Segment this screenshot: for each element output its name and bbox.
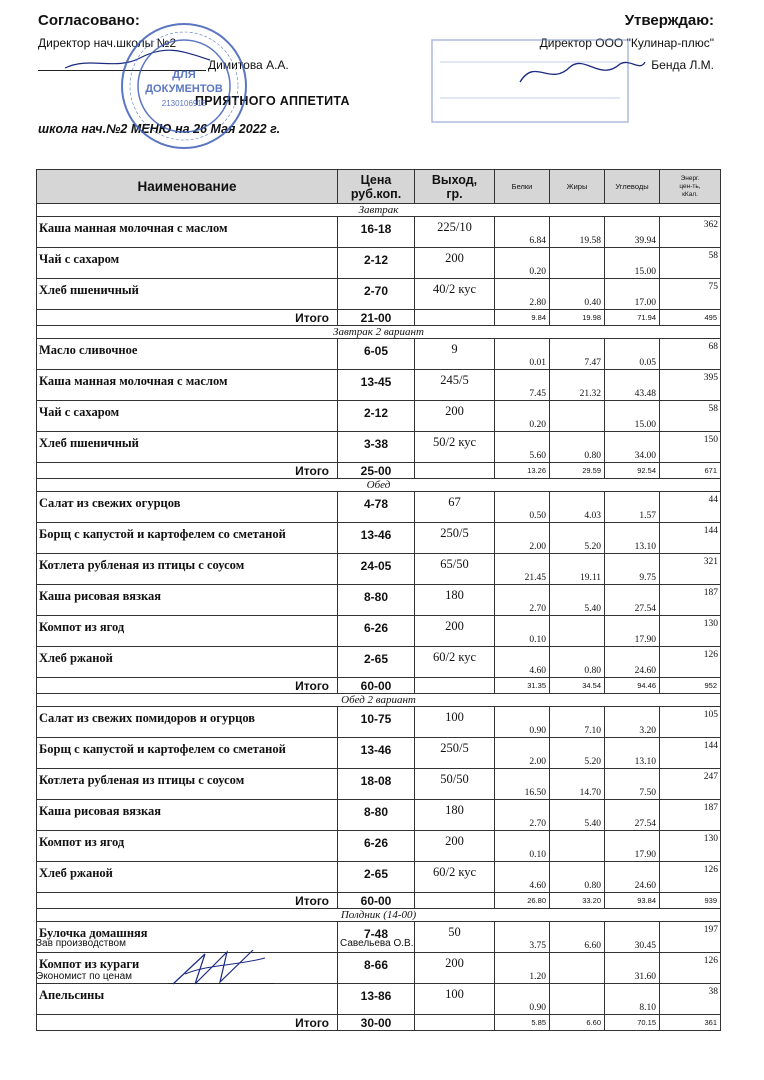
table-row: [37, 616, 721, 647]
dish-price: 8-80: [338, 800, 415, 831]
dish-price: 8-80: [338, 585, 415, 616]
dish-carbs: 27.54: [605, 585, 660, 616]
dish-name: Каша манная молочная с маслом: [37, 370, 338, 401]
dish-name: Хлеб ржаной: [37, 862, 338, 893]
total-row: [37, 678, 721, 694]
dish-carbs: 39.94: [605, 217, 660, 248]
total-label: Итого: [37, 893, 338, 909]
dish-fat: [550, 401, 605, 432]
dish-price: 16-18: [338, 217, 415, 248]
dish-carbs: 13.10: [605, 523, 660, 554]
production-head-label: Зав производством: [36, 938, 126, 949]
table-row: [37, 370, 721, 401]
dish-protein: 5.60: [495, 432, 550, 463]
total-fat: 29.59: [550, 463, 605, 479]
dish-price: 13-45: [338, 370, 415, 401]
total-protein: 31.35: [495, 678, 550, 694]
dish-protein: 2.70: [495, 800, 550, 831]
total-fat: 6.60: [550, 1015, 605, 1031]
total-label: Итого: [37, 1015, 338, 1031]
dish-carbs: 43.48: [605, 370, 660, 401]
dish-protein: 0.90: [495, 984, 550, 1015]
dish-carbs: 15.00: [605, 248, 660, 279]
dish-protein: 0.20: [495, 248, 550, 279]
total-price: 60-00: [338, 678, 415, 694]
dish-fat: 19.11: [550, 554, 605, 585]
total-energy: 361: [660, 1015, 721, 1031]
economist-signature: [165, 944, 275, 990]
dish-carbs: 30.45: [605, 922, 660, 953]
dish-name: Каша рисовая вязкая: [37, 800, 338, 831]
dish-protein: 0.50: [495, 492, 550, 523]
dish-energy: 58: [660, 401, 721, 432]
table-row: [37, 738, 721, 769]
table-row: [37, 554, 721, 585]
dish-fat: 14.70: [550, 769, 605, 800]
table-header-row: [37, 170, 721, 204]
dish-protein: 3.75: [495, 922, 550, 953]
dish-name: Компот из ягод: [37, 831, 338, 862]
dish-carbs: 34.00: [605, 432, 660, 463]
dish-price: 2-65: [338, 647, 415, 678]
dish-carbs: 13.10: [605, 738, 660, 769]
column-header-output-line1: Выход,: [431, 172, 478, 187]
column-header-energy-line2: цен-ть,: [679, 182, 701, 190]
dish-carbs: 27.54: [605, 800, 660, 831]
dish-carbs: 9.75: [605, 554, 660, 585]
dish-name: Булочка домашняя: [37, 922, 338, 953]
total-energy: 671: [660, 463, 721, 479]
table-row: [37, 647, 721, 678]
menu-title: школа нач.№2 МЕНЮ на 26 Мая 2022 г.: [38, 122, 281, 136]
dish-price: 13-46: [338, 738, 415, 769]
dish-price: 2-65: [338, 862, 415, 893]
dish-protein: 7.45: [495, 370, 550, 401]
dish-name: Котлета рубленая из птицы с соусом: [37, 769, 338, 800]
section-title: Завтрак: [37, 204, 721, 217]
dish-carbs: 3.20: [605, 707, 660, 738]
dish-energy: 38: [660, 984, 721, 1015]
dish-fat: 19.58: [550, 217, 605, 248]
dish-protein: 16.50: [495, 769, 550, 800]
dish-energy: 58: [660, 248, 721, 279]
table-row: [37, 585, 721, 616]
table-row: [37, 769, 721, 800]
table-row: [37, 953, 721, 984]
dish-name: Чай с сахаром: [37, 401, 338, 432]
dish-energy: 395: [660, 370, 721, 401]
section-header-row: [37, 479, 721, 492]
dish-price: 6-26: [338, 831, 415, 862]
dish-fat: 5.20: [550, 523, 605, 554]
total-output-empty: [415, 1015, 495, 1031]
section-header-row: [37, 204, 721, 217]
section-header-row: [37, 694, 721, 707]
table-row: [37, 984, 721, 1015]
dish-output: 225/10: [415, 217, 495, 248]
total-protein: 9.84: [495, 310, 550, 326]
dish-name: Компот из ягод: [37, 616, 338, 647]
organization-name: ПРИЯТНОГО АППЕТИТА: [195, 94, 350, 108]
total-row: [37, 893, 721, 909]
dish-name: Каша манная молочная с маслом: [37, 217, 338, 248]
column-header-energy: [660, 170, 721, 204]
table-row: [37, 248, 721, 279]
dish-output: 65/50: [415, 554, 495, 585]
total-carbs: 71.94: [605, 310, 660, 326]
dish-name: Салат из свежих помидоров и огурцов: [37, 707, 338, 738]
column-header-protein: Белки: [495, 170, 550, 204]
dish-protein: 2.80: [495, 279, 550, 310]
column-header-energy-line3: кКал.: [682, 190, 698, 198]
dish-price: 6-05: [338, 339, 415, 370]
dish-output: 60/2 кус: [415, 647, 495, 678]
dish-name: Каша рисовая вязкая: [37, 585, 338, 616]
dish-price: 4-78: [338, 492, 415, 523]
dish-name: Борщ с капустой и картофелем со сметаной: [37, 523, 338, 554]
column-header-carbs: Углеводы: [605, 170, 660, 204]
dish-output: 40/2 кус: [415, 279, 495, 310]
dish-carbs: 17.90: [605, 616, 660, 647]
dish-carbs: 17.90: [605, 831, 660, 862]
total-price: 25-00: [338, 463, 415, 479]
total-label: Итого: [37, 678, 338, 694]
menu-table: [36, 169, 721, 1031]
total-row: [37, 310, 721, 326]
dish-fat: 0.80: [550, 647, 605, 678]
dish-output: 100: [415, 984, 495, 1015]
total-energy: 952: [660, 678, 721, 694]
column-header-energy-line1: Энерг.: [680, 174, 700, 182]
dish-output: 100: [415, 707, 495, 738]
dish-fat: 6.60: [550, 922, 605, 953]
dish-output: 245/5: [415, 370, 495, 401]
dish-energy: 75: [660, 279, 721, 310]
dish-price: 10-75: [338, 707, 415, 738]
total-row: [37, 1015, 721, 1031]
dish-energy: 144: [660, 523, 721, 554]
dish-output: 50/2 кус: [415, 432, 495, 463]
dish-protein: 4.60: [495, 862, 550, 893]
dish-carbs: 17.00: [605, 279, 660, 310]
dish-price: 13-46: [338, 523, 415, 554]
dish-protein: 1.20: [495, 953, 550, 984]
dish-price: 2-70: [338, 279, 415, 310]
dish-fat: [550, 248, 605, 279]
section-title: Обед: [37, 479, 721, 492]
director-signature: [510, 52, 650, 92]
dish-name: Котлета рубленая из птицы с соусом: [37, 554, 338, 585]
director-name: Бенда Л.М.: [651, 58, 714, 72]
dish-carbs: 0.05: [605, 339, 660, 370]
dish-energy: 187: [660, 800, 721, 831]
total-carbs: 94.46: [605, 678, 660, 694]
dish-output: 50: [415, 922, 495, 953]
column-header-price-line1: Цена: [360, 172, 392, 187]
total-output-empty: [415, 310, 495, 326]
section-title: Завтрак 2 вариант: [37, 326, 721, 339]
dish-fat: [550, 831, 605, 862]
total-output-empty: [415, 678, 495, 694]
total-fat: 19.98: [550, 310, 605, 326]
dish-carbs: 24.60: [605, 647, 660, 678]
total-carbs: 70.15: [605, 1015, 660, 1031]
price-economist-label: Экономист по ценам: [36, 971, 133, 982]
table-row: [37, 401, 721, 432]
dish-price: 18-08: [338, 769, 415, 800]
dish-fat: [550, 953, 605, 984]
total-label: Итого: [37, 310, 338, 326]
dish-price: 24-05: [338, 554, 415, 585]
total-carbs: 93.84: [605, 893, 660, 909]
approval-heading: Согласовано:: [38, 12, 140, 29]
table-row: [37, 217, 721, 248]
approve-heading: Утверждаю:: [624, 12, 714, 29]
dish-fat: [550, 616, 605, 647]
dish-energy: 362: [660, 217, 721, 248]
dish-energy: 187: [660, 585, 721, 616]
dish-protein: 2.70: [495, 585, 550, 616]
total-energy: 939: [660, 893, 721, 909]
dish-price: 8-66: [338, 953, 415, 984]
section-header-row: [37, 909, 721, 922]
total-protein: 13.26: [495, 463, 550, 479]
total-row: [37, 463, 721, 479]
total-protein: 5.85: [495, 1015, 550, 1031]
dish-protein: 0.10: [495, 616, 550, 647]
dish-energy: 144: [660, 738, 721, 769]
dish-output: 200: [415, 401, 495, 432]
dish-name: Компот из кураги: [37, 953, 338, 984]
dish-protein: 0.01: [495, 339, 550, 370]
table-row: [37, 523, 721, 554]
dish-energy: 126: [660, 862, 721, 893]
dish-energy: 130: [660, 616, 721, 647]
dish-output: 67: [415, 492, 495, 523]
total-price: 21-00: [338, 310, 415, 326]
dish-output: 250/5: [415, 738, 495, 769]
dish-name: Масло сливочное: [37, 339, 338, 370]
dish-energy: 126: [660, 647, 721, 678]
total-energy: 495: [660, 310, 721, 326]
total-carbs: 92.54: [605, 463, 660, 479]
section-title: Обед 2 вариант: [37, 694, 721, 707]
total-price: 60-00: [338, 893, 415, 909]
dish-name: Хлеб пшеничный: [37, 432, 338, 463]
dish-output: 60/2 кус: [415, 862, 495, 893]
dish-fat: 0.40: [550, 279, 605, 310]
dish-name: Хлеб пшеничный: [37, 279, 338, 310]
dish-fat: 5.40: [550, 585, 605, 616]
approver-position: Директор нач.школы №2: [38, 36, 177, 50]
dish-carbs: 8.10: [605, 984, 660, 1015]
dish-price: 3-38: [338, 432, 415, 463]
dish-output: 200: [415, 248, 495, 279]
dish-fat: 0.80: [550, 432, 605, 463]
total-fat: 34.54: [550, 678, 605, 694]
total-price: 30-00: [338, 1015, 415, 1031]
table-row: [37, 707, 721, 738]
dish-protein: 2.00: [495, 523, 550, 554]
dish-fat: 7.10: [550, 707, 605, 738]
dish-name: Чай с сахаром: [37, 248, 338, 279]
dish-output: 200: [415, 616, 495, 647]
dish-energy: 150: [660, 432, 721, 463]
dish-fat: 7.47: [550, 339, 605, 370]
column-header-output: [415, 170, 495, 204]
dish-energy: 247: [660, 769, 721, 800]
production-head-name: Савельева О.В.: [340, 938, 414, 949]
table-row: [37, 432, 721, 463]
dish-fat: 0.80: [550, 862, 605, 893]
dish-fat: 4.03: [550, 492, 605, 523]
dish-name: Борщ с капустой и картофелем со сметаной: [37, 738, 338, 769]
column-header-output-line2: гр.: [446, 186, 463, 201]
column-header-name: Наименование: [37, 170, 338, 204]
dish-output: 180: [415, 800, 495, 831]
dish-output: 250/5: [415, 523, 495, 554]
section-title: Полдник (14-00): [37, 909, 721, 922]
stamp-text-2: ДОКУМЕНТОВ: [145, 83, 223, 95]
total-fat: 33.20: [550, 893, 605, 909]
stamp-number: 2130106915: [161, 99, 207, 108]
total-label: Итого: [37, 463, 338, 479]
dish-output: 9: [415, 339, 495, 370]
dish-carbs: 7.50: [605, 769, 660, 800]
dish-energy: 44: [660, 492, 721, 523]
table-row: [37, 800, 721, 831]
column-header-fat: Жиры: [550, 170, 605, 204]
dish-carbs: 31.60: [605, 953, 660, 984]
dish-protein: 0.90: [495, 707, 550, 738]
dish-fat: 5.40: [550, 800, 605, 831]
table-row: [37, 831, 721, 862]
table-row: [37, 279, 721, 310]
stamp-text-1: ДЛЯ: [172, 69, 196, 81]
dish-protein: 0.10: [495, 831, 550, 862]
dish-price: 2-12: [338, 401, 415, 432]
dish-protein: 6.84: [495, 217, 550, 248]
school-seal-stamp: [118, 20, 250, 152]
menu-table-body: [37, 204, 721, 1031]
table-row: [37, 339, 721, 370]
dish-fat: 5.20: [550, 738, 605, 769]
dish-protein: 4.60: [495, 647, 550, 678]
dish-energy: 130: [660, 831, 721, 862]
approver-name: Димитова А.А.: [208, 58, 289, 72]
total-output-empty: [415, 463, 495, 479]
dish-price: 7-48: [338, 922, 415, 953]
section-header-row: [37, 326, 721, 339]
director-position: Директор ООО "Кулинар-плюс": [539, 36, 714, 50]
total-output-empty: [415, 893, 495, 909]
dish-protein: 0.20: [495, 401, 550, 432]
dish-protein: 2.00: [495, 738, 550, 769]
dish-energy: 321: [660, 554, 721, 585]
dish-carbs: 24.60: [605, 862, 660, 893]
dish-energy: 68: [660, 339, 721, 370]
dish-output: 200: [415, 953, 495, 984]
dish-protein: 21.45: [495, 554, 550, 585]
dish-output: 200: [415, 831, 495, 862]
dish-output: 50/50: [415, 769, 495, 800]
total-protein: 26.80: [495, 893, 550, 909]
dish-carbs: 15.00: [605, 401, 660, 432]
table-row: [37, 862, 721, 893]
dish-carbs: 1.57: [605, 492, 660, 523]
dish-name: Салат из свежих огурцов: [37, 492, 338, 523]
dish-energy: 126: [660, 953, 721, 984]
dish-energy: 197: [660, 922, 721, 953]
dish-name: Хлеб ржаной: [37, 647, 338, 678]
column-header-price-line2: руб.коп.: [350, 186, 402, 201]
dish-price: 13-86: [338, 984, 415, 1015]
column-header-price: [338, 170, 415, 204]
dish-output: 180: [415, 585, 495, 616]
dish-energy: 105: [660, 707, 721, 738]
table-row: [37, 492, 721, 523]
dish-fat: 21.32: [550, 370, 605, 401]
dish-price: 2-12: [338, 248, 415, 279]
dish-fat: [550, 984, 605, 1015]
dish-price: 6-26: [338, 616, 415, 647]
dish-name: Апельсины: [37, 984, 338, 1015]
